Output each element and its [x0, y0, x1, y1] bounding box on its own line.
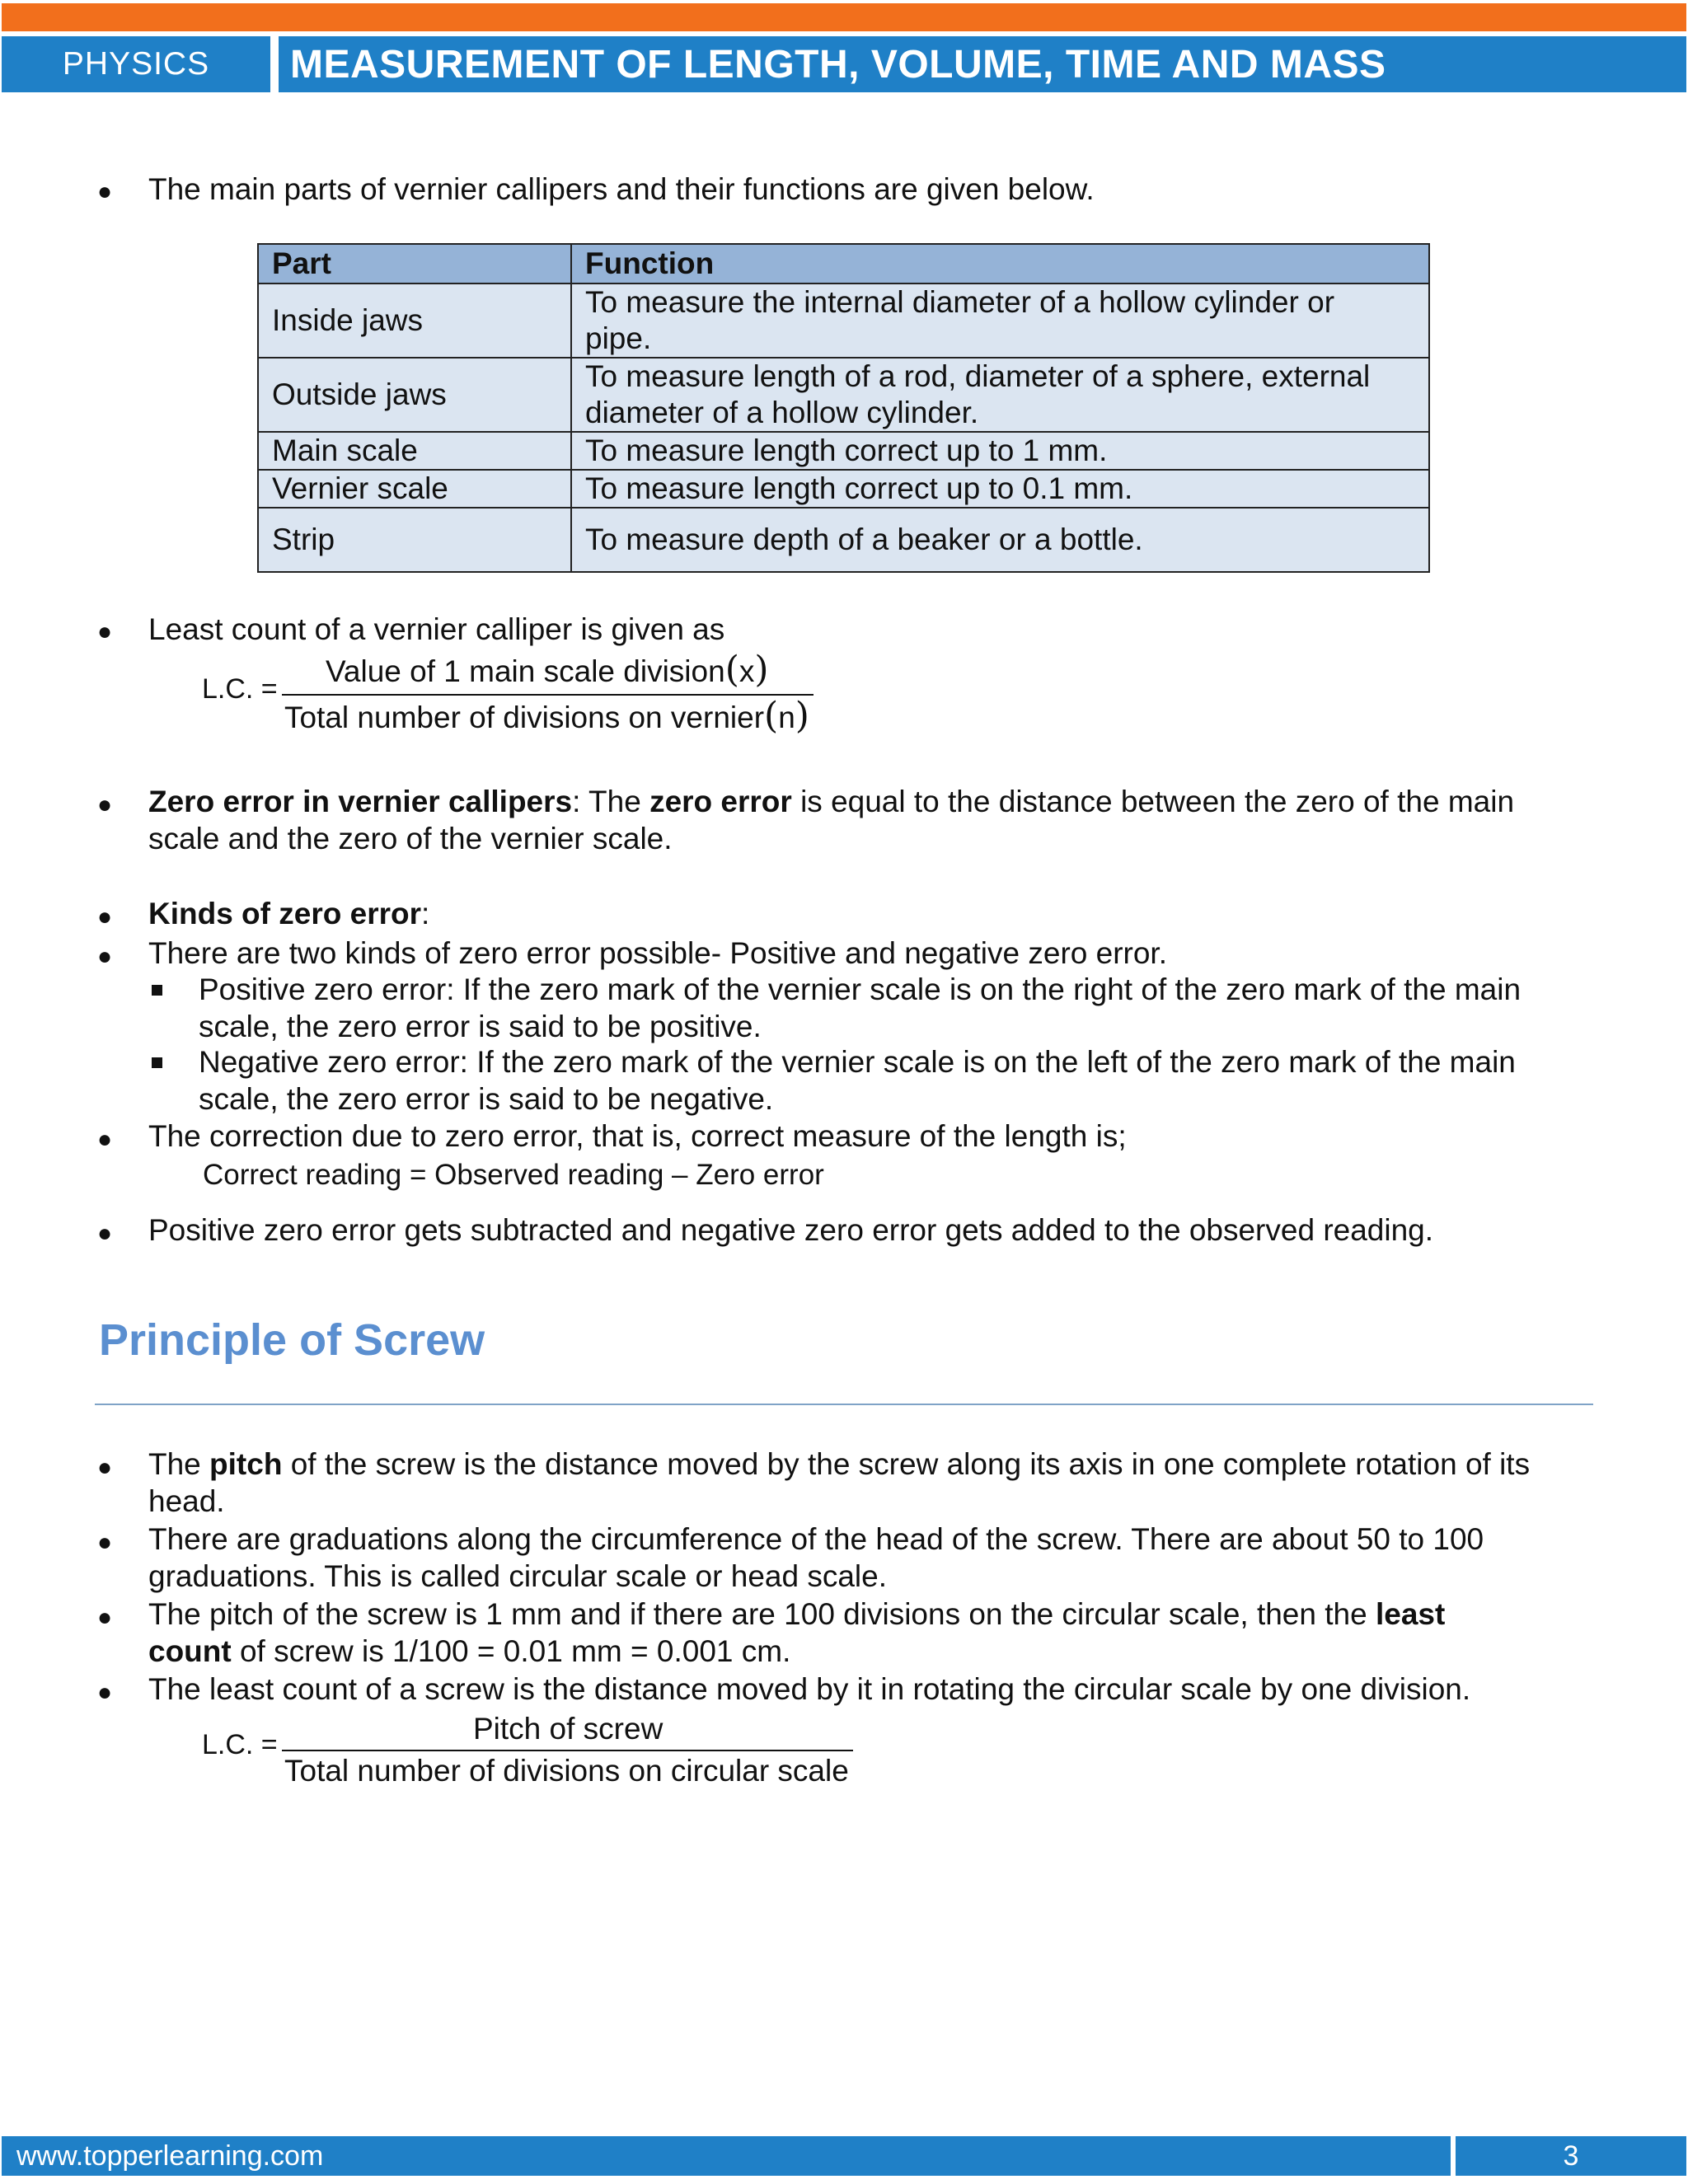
table-row — [258, 358, 1429, 432]
lc-numerator: Value of 1 main scale division(x) — [326, 649, 769, 691]
page-number: 3 — [1456, 2136, 1686, 2176]
negative-zero-error-line2: scale, the zero error is said to be negative. — [199, 1082, 774, 1116]
lc-lhs: L.C. = — [202, 673, 278, 705]
square-bullet-icon — [152, 1057, 162, 1068]
part-cell: Vernier scale — [258, 470, 571, 508]
table-header-function: Function — [571, 244, 1429, 284]
lc-denominator: Total number of divisions on vernier(n) — [284, 695, 809, 737]
part-cell: Main scale — [258, 432, 571, 470]
screw-lc-lhs: L.C. = — [202, 1729, 278, 1760]
table-row — [258, 284, 1429, 358]
screw-lc-numerator: Pitch of screw — [473, 1712, 663, 1746]
function-cell: To measure length correct up to 1 mm. — [571, 432, 1429, 470]
zero-error-definition: Zero error in vernier callipers: The zero error is equal to the distance between the zero of the main — [148, 785, 1515, 818]
header-accent-stripe — [2, 3, 1686, 31]
screw-least-count-definition: The least count of a screw is the distance moved by it in rotating the circular scale by one division. — [148, 1672, 1471, 1706]
square-bullet-icon — [152, 985, 162, 996]
part-cell: Outside jaws — [258, 358, 571, 432]
correction-text: The correction due to zero error, that is, correct measure of the length is; — [148, 1119, 1127, 1153]
table-row — [258, 508, 1429, 572]
pitch-definition-line2: head. — [148, 1484, 225, 1518]
table-row — [258, 432, 1429, 470]
pitch-definition: The pitch of the screw is the distance moved by the screw along its axis in one complete rotation of its — [148, 1447, 1531, 1481]
subject-label: PHYSICS — [2, 36, 270, 92]
negative-zero-error: Negative zero error: If the zero mark of the vernier scale is on the left of the zero mark of the main — [199, 1045, 1516, 1079]
bullet-icon: ● — [97, 1454, 113, 1481]
vernier-parts-table — [257, 243, 1430, 573]
positive-zero-error-line2: scale, the zero error is said to be positive. — [199, 1010, 762, 1043]
kinds-heading: Kinds of zero error: — [148, 897, 430, 930]
graduations-text-line2: graduations. This is called circular scale or head scale. — [148, 1559, 887, 1593]
screw-least-count-example: The pitch of the screw is 1 mm and if there are 100 divisions on the circular scale, then the least — [148, 1597, 1446, 1631]
correction-formula: Correct reading = Observed reading – Zero error — [203, 1159, 824, 1191]
page-header — [2, 36, 1686, 92]
function-cell: To measure length correct up to 0.1 mm. — [571, 470, 1429, 508]
bullet-icon: ● — [97, 1126, 113, 1153]
bullet-icon: ● — [97, 1679, 113, 1706]
bullet-icon: ● — [97, 618, 113, 645]
screw-lc-denominator: Total number of divisions on circular scale — [284, 1754, 849, 1788]
function-cell: To measure length of a rod, diameter of a sphere, external diameter of a hollow cylinder. — [571, 358, 1429, 432]
page-footer — [2, 2136, 1686, 2176]
zero-error-note: Positive zero error gets subtracted and negative zero error gets added to the observed reading. — [148, 1213, 1434, 1247]
website-link[interactable]: www.topperlearning.com — [2, 2136, 1451, 2176]
bullet-icon: ● — [97, 903, 113, 930]
kinds-intro: There are two kinds of zero error possible- Positive and negative zero error. — [148, 936, 1167, 970]
graduations-text: There are graduations along the circumference of the head of the screw. There are about 50 to 100 — [148, 1522, 1484, 1556]
bullet-icon: ● — [97, 1220, 113, 1247]
positive-zero-error: Positive zero error: If the zero mark of the vernier scale is on the right of the zero mark of the main — [199, 972, 1522, 1006]
bullet-icon: ● — [97, 791, 113, 818]
bullet-icon: ● — [97, 178, 113, 205]
function-cell: To measure the internal diameter of a hollow cylinder or pipe. — [571, 284, 1429, 358]
table-row — [258, 470, 1429, 508]
table-header-part: Part — [258, 244, 571, 284]
table-header-row — [258, 244, 1429, 284]
bullet-icon: ● — [97, 1604, 113, 1631]
function-cell: To measure depth of a beaker or a bottle. — [571, 508, 1429, 572]
section-title: Principle of Screw — [99, 1315, 485, 1365]
section-divider — [95, 1404, 1593, 1405]
intro-text: The main parts of vernier callipers and their functions are given below. — [148, 172, 1095, 206]
bullet-icon: ● — [97, 943, 113, 970]
chapter-title: MEASUREMENT OF LENGTH, VOLUME, TIME AND MASS — [279, 36, 1686, 92]
part-cell: Inside jaws — [258, 284, 571, 358]
zero-error-definition-line2: scale and the zero of the vernier scale. — [148, 822, 673, 855]
screw-least-count-example-line2: count of screw is 1/100 = 0.01 mm = 0.001 cm. — [148, 1634, 791, 1668]
least-count-intro: Least count of a vernier calliper is given as — [148, 612, 725, 646]
part-cell: Strip — [258, 508, 571, 572]
bullet-icon: ● — [97, 1529, 113, 1556]
